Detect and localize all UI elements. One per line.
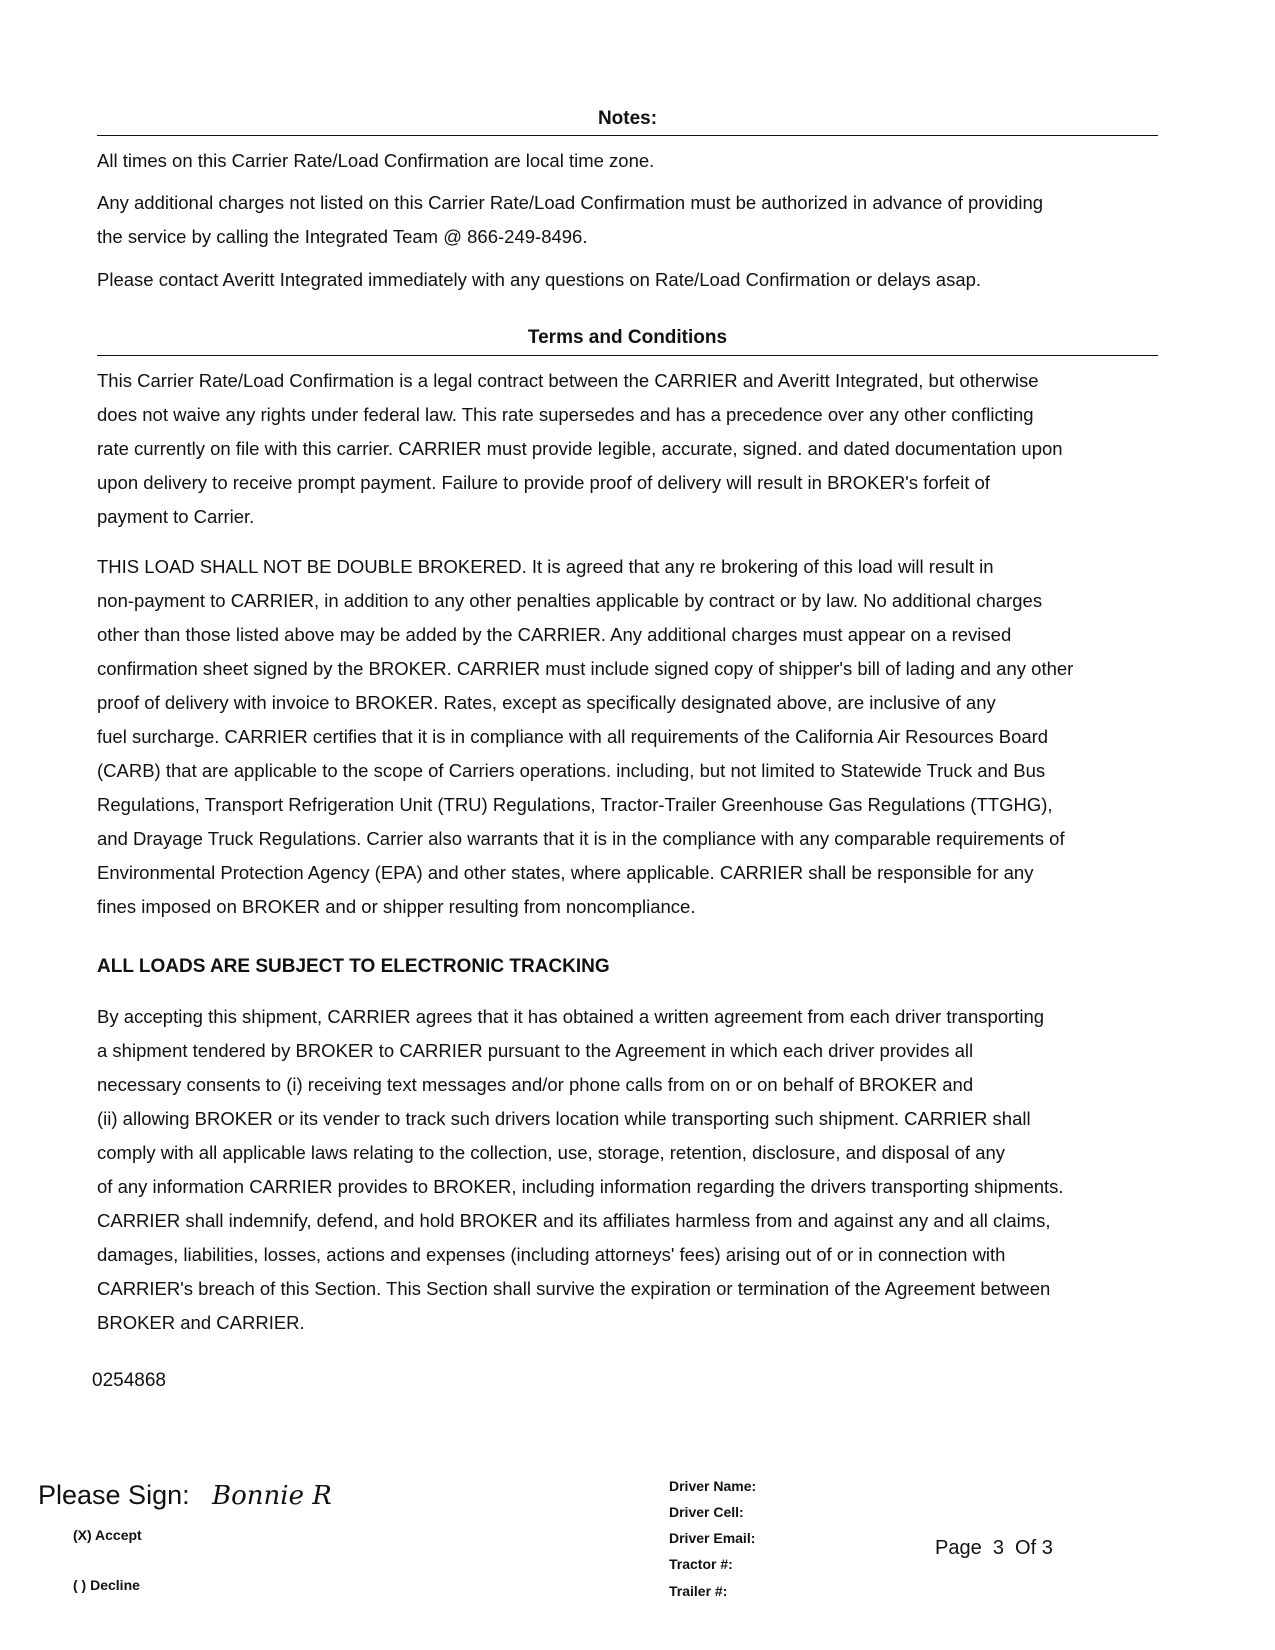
decline-option: ( ) Decline (73, 1577, 140, 1593)
tracking-line: necessary consents to (i) receiving text messages and/or phone calls from on or on behalf of BROKER and (97, 1074, 974, 1095)
notes-line: Please contact Averitt Integrated immediately with any questions on Rate/Load Confirmation or delays asap. (97, 269, 982, 290)
terms-line: Regulations, Transport Refrigeration Unit (TRU) Regulations, Tractor-Trailer Greenhouse Gas Regulations (TTGHG), (97, 794, 1053, 815)
accept-option: (X) Accept (73, 1527, 142, 1543)
notes-line: All times on this Carrier Rate/Load Confirmation are local time zone. (97, 150, 655, 171)
tracking-line: damages, liabilities, losses, actions and expenses (including attorneys' fees) arising out of or in connection with (97, 1244, 1006, 1265)
tracking-line: CARRIER's breach of this Section. This Section shall survive the expiration or termination of the Agreement between (97, 1278, 1051, 1299)
driver-name-label: Driver Name: (669, 1478, 757, 1494)
tractor-number-label: Tractor #: (669, 1556, 733, 1572)
terms-line: rate currently on file with this carrier. CARRIER must provide legible, accurate, signed. and dated documentation upon (97, 438, 1063, 459)
notes-line: Any additional charges not listed on this Carrier Rate/Load Confirmation must be authorized in advance of providing (97, 192, 1044, 213)
tracking-line: comply with all applicable laws relating to the collection, use, storage, retention, disclosure, and disposal of any (97, 1142, 1006, 1163)
terms-paragraph-1 (97, 364, 1177, 534)
tracking-heading: ALL LOADS ARE SUBJECT TO ELECTRONIC TRACKING (97, 956, 610, 977)
tracking-paragraph (97, 1000, 1177, 1340)
terms-line: upon delivery to receive prompt payment. Failure to provide proof of delivery will result in BROKER's forfeit of (97, 472, 990, 493)
terms-line: proof of delivery with invoice to BROKER. Rates, except as specifically designated above, are inclusive of any (97, 692, 996, 713)
tracking-line: (ii) allowing BROKER or its vender to track such drivers location while transporting such shipment. CARRIER shall (97, 1108, 1031, 1129)
tracking-line: By accepting this shipment, CARRIER agrees that it has obtained a written agreement from each driver transporting (97, 1006, 1045, 1027)
terms-line: THIS LOAD SHALL NOT BE DOUBLE BROKERED. It is agreed that any re brokering of this load will result in (97, 556, 994, 577)
terms-heading: Terms and Conditions (527, 327, 728, 348)
notes-paragraph (97, 186, 1177, 254)
terms-line: and Drayage Truck Regulations. Carrier also warrants that it is in the compliance with any comparable requirements of (97, 828, 1065, 849)
terms-line: Environmental Protection Agency (EPA) and other states, where applicable. CARRIER shall be responsible for any (97, 862, 1034, 883)
terms-line: other than those listed above may be added by the CARRIER. Any additional charges must appear on a revised (97, 624, 1012, 645)
terms-line: (CARB) that are applicable to the scope of Carriers operations. including, but not limited to Statewide Truck and Bus (97, 760, 1046, 781)
signature: Bonnie R (212, 1481, 332, 1511)
terms-line: does not waive any rights under federal law. This rate supersedes and has a precedence over any other conflicting (97, 404, 1034, 425)
tracking-line: CARRIER shall indemnify, defend, and hold BROKER and its affiliates harmless from and against any and all claims, (97, 1210, 1051, 1231)
terms-paragraph-2 (97, 550, 1177, 924)
terms-line: non-payment to CARRIER, in addition to any other penalties applicable by contract or by law. No additional charges (97, 590, 1043, 611)
driver-email-label: Driver Email: (669, 1530, 756, 1546)
notes-heading: Notes: (597, 108, 658, 129)
terms-line: payment to Carrier. (97, 506, 255, 527)
driver-cell-label: Driver Cell: (669, 1504, 744, 1520)
notes-paragraph (97, 144, 1177, 178)
terms-line: confirmation sheet signed by the BROKER. CARRIER must include signed copy of shipper's bill of lading and any other (97, 658, 1074, 679)
notes-divider (97, 135, 1158, 136)
terms-divider (97, 355, 1158, 356)
notes-paragraph (97, 263, 1177, 297)
page-indicator: Page 3 Of 3 (935, 1537, 1053, 1559)
trailer-number-label: Trailer #: (669, 1583, 728, 1599)
terms-line: fines imposed on BROKER and or shipper resulting from noncompliance. (97, 896, 696, 917)
reference-number: 0254868 (92, 1370, 166, 1391)
terms-line: This Carrier Rate/Load Confirmation is a legal contract between the CARRIER and Averitt Integrated, but otherwise (97, 370, 1039, 391)
notes-line: the service by calling the Integrated Team @ 866-249-8496. (97, 226, 588, 247)
please-sign-label: Please Sign: (38, 1480, 190, 1510)
tracking-line: a shipment tendered by BROKER to CARRIER pursuant to the Agreement in which each driver provides all (97, 1040, 974, 1061)
terms-line: fuel surcharge. CARRIER certifies that it is in compliance with all requirements of the California Air Resources Board (97, 726, 1049, 747)
tracking-line: of any information CARRIER provides to BROKER, including information regarding the drivers transporting shipments. (97, 1176, 1064, 1197)
tracking-line: BROKER and CARRIER. (97, 1312, 305, 1333)
